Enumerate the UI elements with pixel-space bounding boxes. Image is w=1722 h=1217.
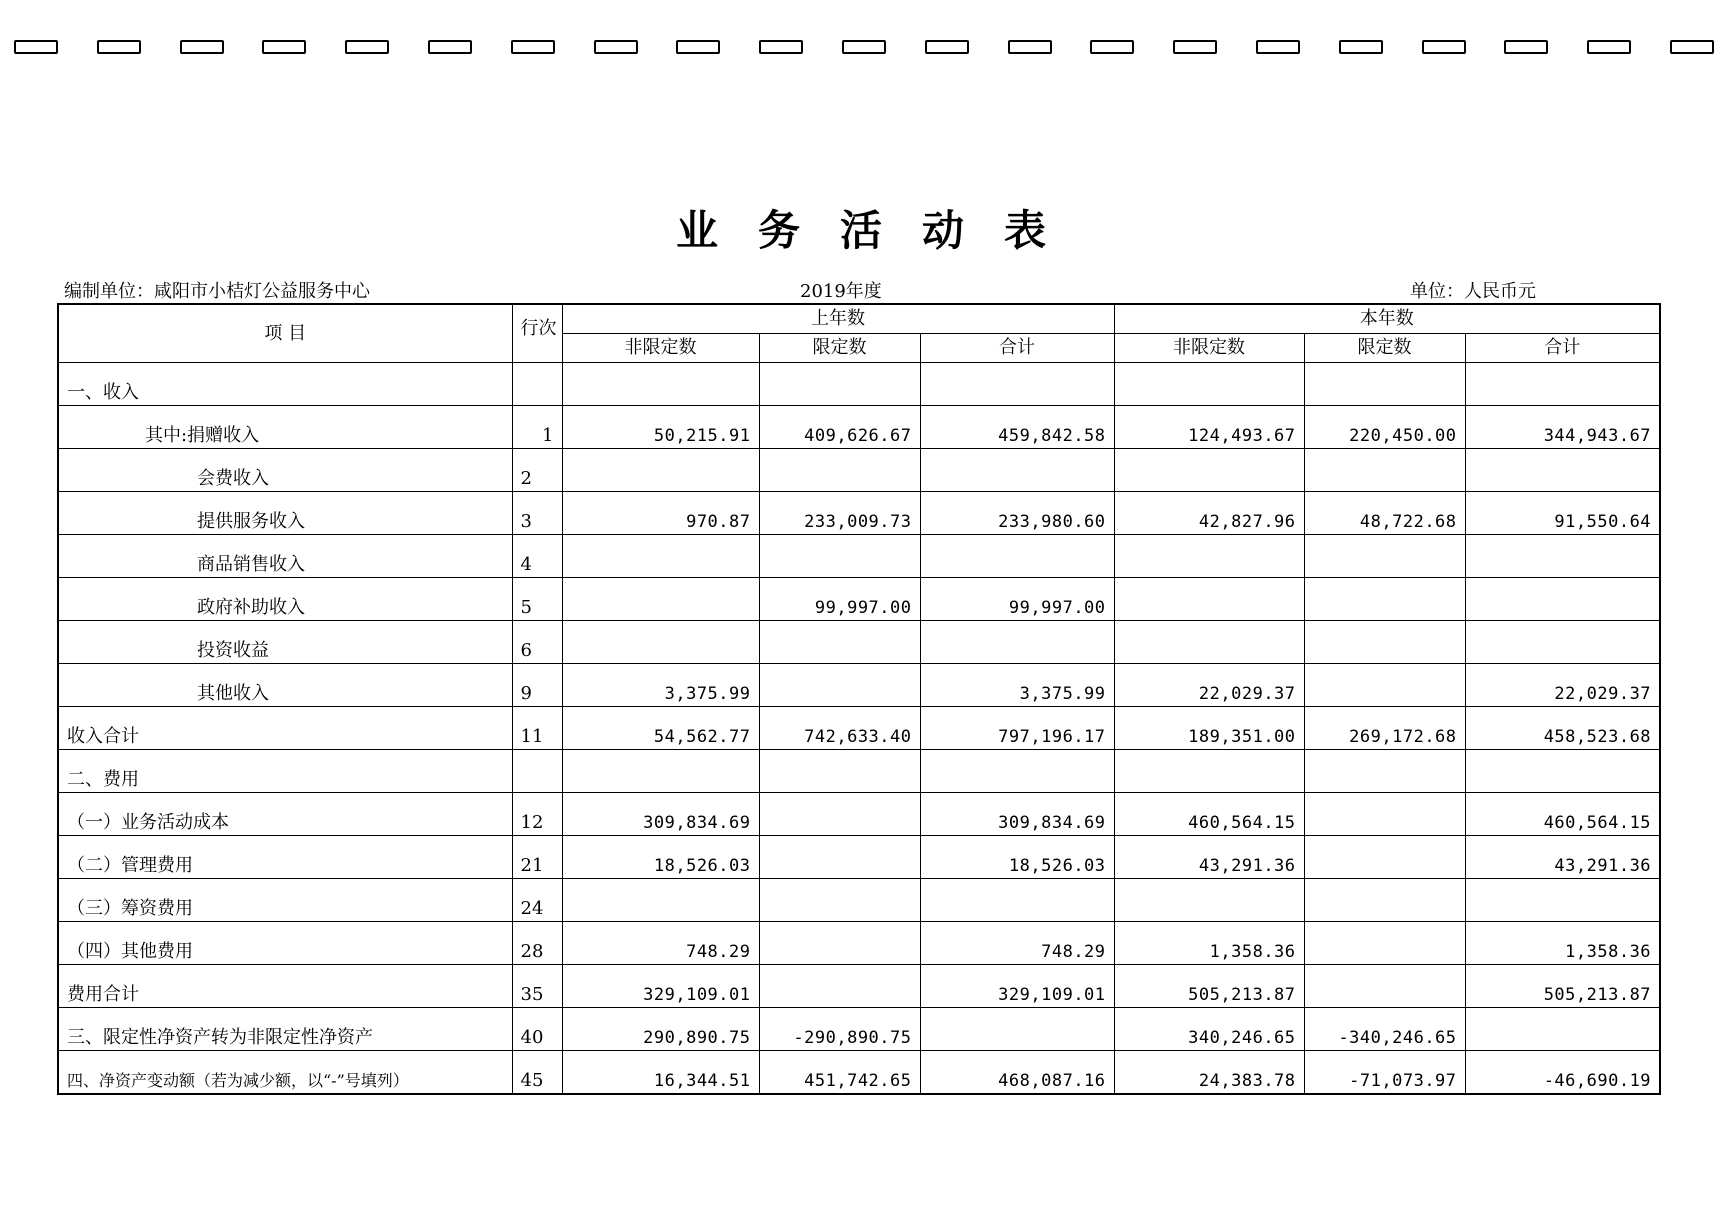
binding-hole bbox=[759, 40, 803, 54]
prev-restricted-value bbox=[759, 621, 920, 664]
prev-restricted-value bbox=[759, 836, 920, 879]
prev-total-value bbox=[920, 535, 1114, 578]
currency-unit: 单位：人民币元 bbox=[1410, 281, 1536, 302]
table-row bbox=[58, 621, 1660, 664]
row-line-no: 5 bbox=[512, 578, 562, 621]
binding-hole bbox=[428, 40, 472, 54]
row-item: 三、限定性净资产转为非限定性净资产 bbox=[58, 1008, 512, 1051]
this-restricted-value bbox=[1304, 621, 1465, 664]
preparing-unit: 编制单位：咸阳市小桔灯公益服务中心 bbox=[64, 281, 370, 302]
prev-unrestricted-value: 970.87 bbox=[562, 492, 759, 535]
row-item: （三）筹资费用 bbox=[58, 879, 512, 922]
this-unrestricted-value bbox=[1114, 621, 1304, 664]
prev-total-value bbox=[920, 1008, 1114, 1051]
this-restricted-value bbox=[1304, 449, 1465, 492]
this-total-value: -46,690.19 bbox=[1465, 1051, 1660, 1095]
binding-hole bbox=[1670, 40, 1714, 54]
this-restricted-value bbox=[1304, 965, 1465, 1008]
table-row bbox=[58, 1051, 1660, 1095]
this-restricted-value bbox=[1304, 535, 1465, 578]
prev-total-value: 459,842.58 bbox=[920, 406, 1114, 449]
prev-restricted-value: 409,626.67 bbox=[759, 406, 920, 449]
prev-unrestricted-value: 18,526.03 bbox=[562, 836, 759, 879]
col-header-this-total: 合计 bbox=[1465, 334, 1660, 363]
row-item: 费用合计 bbox=[58, 965, 512, 1008]
this-unrestricted-value: 43,291.36 bbox=[1114, 836, 1304, 879]
row-line-no: 45 bbox=[512, 1051, 562, 1095]
row-line-no: 6 bbox=[512, 621, 562, 664]
prev-restricted-value bbox=[759, 965, 920, 1008]
this-total-value bbox=[1465, 363, 1660, 406]
this-restricted-value bbox=[1304, 836, 1465, 879]
this-total-value bbox=[1465, 449, 1660, 492]
this-restricted-value bbox=[1304, 664, 1465, 707]
table-row bbox=[58, 535, 1660, 578]
prev-total-value bbox=[920, 449, 1114, 492]
binding-hole bbox=[1173, 40, 1217, 54]
binding-hole bbox=[1090, 40, 1134, 54]
this-unrestricted-value: 189,351.00 bbox=[1114, 707, 1304, 750]
prev-unrestricted-value bbox=[562, 363, 759, 406]
this-unrestricted-value bbox=[1114, 750, 1304, 793]
this-total-value: 458,523.68 bbox=[1465, 707, 1660, 750]
binding-hole bbox=[1504, 40, 1548, 54]
prev-total-value: 748.29 bbox=[920, 922, 1114, 965]
this-unrestricted-value: 505,213.87 bbox=[1114, 965, 1304, 1008]
this-total-value: 344,943.67 bbox=[1465, 406, 1660, 449]
table-row bbox=[58, 793, 1660, 836]
this-restricted-value bbox=[1304, 578, 1465, 621]
prev-total-value: 99,997.00 bbox=[920, 578, 1114, 621]
this-unrestricted-value: 460,564.15 bbox=[1114, 793, 1304, 836]
prev-restricted-value: 233,009.73 bbox=[759, 492, 920, 535]
prev-restricted-value bbox=[759, 750, 920, 793]
table-row bbox=[58, 836, 1660, 879]
prev-restricted-value: 451,742.65 bbox=[759, 1051, 920, 1095]
prev-total-value: 18,526.03 bbox=[920, 836, 1114, 879]
this-restricted-value bbox=[1304, 879, 1465, 922]
this-restricted-value: 220,450.00 bbox=[1304, 406, 1465, 449]
row-item: 收入合计 bbox=[58, 707, 512, 750]
row-line-no: 28 bbox=[512, 922, 562, 965]
row-item: 二、费用 bbox=[58, 750, 512, 793]
this-total-value: 505,213.87 bbox=[1465, 965, 1660, 1008]
prev-total-value: 233,980.60 bbox=[920, 492, 1114, 535]
this-total-value bbox=[1465, 578, 1660, 621]
row-line-no: 35 bbox=[512, 965, 562, 1008]
prev-total-value: 797,196.17 bbox=[920, 707, 1114, 750]
this-total-value bbox=[1465, 879, 1660, 922]
prev-restricted-value bbox=[759, 535, 920, 578]
this-restricted-value: 48,722.68 bbox=[1304, 492, 1465, 535]
row-item: 一、收入 bbox=[58, 363, 512, 406]
this-total-value: 22,029.37 bbox=[1465, 664, 1660, 707]
row-item: 政府补助收入 bbox=[58, 578, 512, 621]
this-total-value: 1,358.36 bbox=[1465, 922, 1660, 965]
table-row bbox=[58, 922, 1660, 965]
prev-total-value: 329,109.01 bbox=[920, 965, 1114, 1008]
col-header-line-no: 行次 bbox=[512, 304, 562, 363]
row-item: 其中:捐赠收入 bbox=[58, 406, 512, 449]
this-unrestricted-value: 22,029.37 bbox=[1114, 664, 1304, 707]
prev-unrestricted-value: 3,375.99 bbox=[562, 664, 759, 707]
binding-hole bbox=[1339, 40, 1383, 54]
binding-hole bbox=[676, 40, 720, 54]
prev-total-value: 468,087.16 bbox=[920, 1051, 1114, 1095]
prev-restricted-value: 742,633.40 bbox=[759, 707, 920, 750]
this-total-value bbox=[1465, 621, 1660, 664]
table-row bbox=[58, 750, 1660, 793]
prev-total-value: 3,375.99 bbox=[920, 664, 1114, 707]
col-header-prev-total: 合计 bbox=[920, 334, 1114, 363]
row-line-no: 11 bbox=[512, 707, 562, 750]
prev-unrestricted-value: 329,109.01 bbox=[562, 965, 759, 1008]
this-total-value bbox=[1465, 535, 1660, 578]
binding-hole bbox=[842, 40, 886, 54]
col-header-this-year: 本年数 bbox=[1114, 304, 1660, 334]
prev-unrestricted-value bbox=[562, 750, 759, 793]
row-line-no: 3 bbox=[512, 492, 562, 535]
row-item: （一）业务活动成本 bbox=[58, 793, 512, 836]
row-line-no bbox=[512, 363, 562, 406]
this-unrestricted-value bbox=[1114, 879, 1304, 922]
prev-restricted-value bbox=[759, 449, 920, 492]
col-header-item: 项 目 bbox=[58, 304, 512, 363]
table-row bbox=[58, 664, 1660, 707]
binding-holes bbox=[14, 40, 1714, 60]
row-item: （二）管理费用 bbox=[58, 836, 512, 879]
table-row bbox=[58, 965, 1660, 1008]
prev-unrestricted-value bbox=[562, 621, 759, 664]
row-item: 商品销售收入 bbox=[58, 535, 512, 578]
prev-restricted-value bbox=[759, 363, 920, 406]
col-header-prev-restricted: 限定数 bbox=[759, 334, 920, 363]
prev-unrestricted-value: 16,344.51 bbox=[562, 1051, 759, 1095]
row-line-no: 21 bbox=[512, 836, 562, 879]
row-line-no: 12 bbox=[512, 793, 562, 836]
row-line-no: 4 bbox=[512, 535, 562, 578]
prev-unrestricted-value bbox=[562, 578, 759, 621]
prev-unrestricted-value bbox=[562, 879, 759, 922]
page-title: 业务活动表 bbox=[675, 206, 1086, 255]
table-row bbox=[58, 879, 1660, 922]
binding-hole bbox=[511, 40, 555, 54]
table-row bbox=[58, 578, 1660, 621]
prev-restricted-value bbox=[759, 664, 920, 707]
row-line-no: 2 bbox=[512, 449, 562, 492]
binding-hole bbox=[1256, 40, 1300, 54]
row-item: （四）其他费用 bbox=[58, 922, 512, 965]
this-restricted-value bbox=[1304, 363, 1465, 406]
binding-hole bbox=[262, 40, 306, 54]
prev-total-value bbox=[920, 363, 1114, 406]
binding-hole bbox=[14, 40, 58, 54]
prev-total-value: 309,834.69 bbox=[920, 793, 1114, 836]
row-line-no: 9 bbox=[512, 664, 562, 707]
prev-unrestricted-value: 54,562.77 bbox=[562, 707, 759, 750]
prev-restricted-value: -290,890.75 bbox=[759, 1008, 920, 1051]
this-unrestricted-value bbox=[1114, 535, 1304, 578]
row-line-no: 40 bbox=[512, 1008, 562, 1051]
binding-hole bbox=[345, 40, 389, 54]
col-header-prev-year: 上年数 bbox=[562, 304, 1114, 334]
fiscal-year: 2019年度 bbox=[800, 281, 882, 302]
binding-hole bbox=[925, 40, 969, 54]
activity-statement-table bbox=[57, 303, 1661, 1095]
this-restricted-value: -340,246.65 bbox=[1304, 1008, 1465, 1051]
row-item: 会费收入 bbox=[58, 449, 512, 492]
table-row bbox=[58, 707, 1660, 750]
this-unrestricted-value: 1,358.36 bbox=[1114, 922, 1304, 965]
row-line-no: 1 bbox=[512, 406, 562, 449]
table-row bbox=[58, 406, 1660, 449]
this-total-value bbox=[1465, 750, 1660, 793]
prev-unrestricted-value bbox=[562, 535, 759, 578]
prev-unrestricted-value: 50,215.91 bbox=[562, 406, 759, 449]
this-total-value: 43,291.36 bbox=[1465, 836, 1660, 879]
prev-restricted-value bbox=[759, 922, 920, 965]
this-total-value: 460,564.15 bbox=[1465, 793, 1660, 836]
col-header-prev-unrestricted: 非限定数 bbox=[562, 334, 759, 363]
this-total-value bbox=[1465, 1008, 1660, 1051]
binding-hole bbox=[594, 40, 638, 54]
table-row bbox=[58, 449, 1660, 492]
binding-hole bbox=[1422, 40, 1466, 54]
this-total-value: 91,550.64 bbox=[1465, 492, 1660, 535]
prev-unrestricted-value: 309,834.69 bbox=[562, 793, 759, 836]
prev-total-value bbox=[920, 750, 1114, 793]
this-restricted-value bbox=[1304, 750, 1465, 793]
table-row bbox=[58, 363, 1660, 406]
row-item: 提供服务收入 bbox=[58, 492, 512, 535]
this-unrestricted-value: 24,383.78 bbox=[1114, 1051, 1304, 1095]
col-header-this-unrestricted: 非限定数 bbox=[1114, 334, 1304, 363]
this-restricted-value bbox=[1304, 922, 1465, 965]
row-line-no bbox=[512, 750, 562, 793]
row-line-no: 24 bbox=[512, 879, 562, 922]
this-unrestricted-value bbox=[1114, 578, 1304, 621]
this-restricted-value: -71,073.97 bbox=[1304, 1051, 1465, 1095]
this-restricted-value bbox=[1304, 793, 1465, 836]
row-item: 投资收益 bbox=[58, 621, 512, 664]
header-row-1 bbox=[58, 304, 1660, 334]
row-item: 其他收入 bbox=[58, 664, 512, 707]
table-row bbox=[58, 492, 1660, 535]
this-unrestricted-value: 42,827.96 bbox=[1114, 492, 1304, 535]
prev-unrestricted-value bbox=[562, 449, 759, 492]
this-unrestricted-value bbox=[1114, 363, 1304, 406]
prev-restricted-value: 99,997.00 bbox=[759, 578, 920, 621]
this-unrestricted-value bbox=[1114, 449, 1304, 492]
prev-unrestricted-value: 290,890.75 bbox=[562, 1008, 759, 1051]
prev-total-value bbox=[920, 879, 1114, 922]
binding-hole bbox=[1008, 40, 1052, 54]
this-unrestricted-value: 340,246.65 bbox=[1114, 1008, 1304, 1051]
prev-unrestricted-value: 748.29 bbox=[562, 922, 759, 965]
row-item: 四、净资产变动额（若为减少额，以“-”号填列） bbox=[58, 1051, 512, 1095]
table-row bbox=[58, 1008, 1660, 1051]
prev-restricted-value bbox=[759, 793, 920, 836]
prev-restricted-value bbox=[759, 879, 920, 922]
binding-hole bbox=[1587, 40, 1631, 54]
col-header-this-restricted: 限定数 bbox=[1304, 334, 1465, 363]
prev-total-value bbox=[920, 621, 1114, 664]
this-restricted-value: 269,172.68 bbox=[1304, 707, 1465, 750]
binding-hole bbox=[180, 40, 224, 54]
binding-hole bbox=[97, 40, 141, 54]
this-unrestricted-value: 124,493.67 bbox=[1114, 406, 1304, 449]
